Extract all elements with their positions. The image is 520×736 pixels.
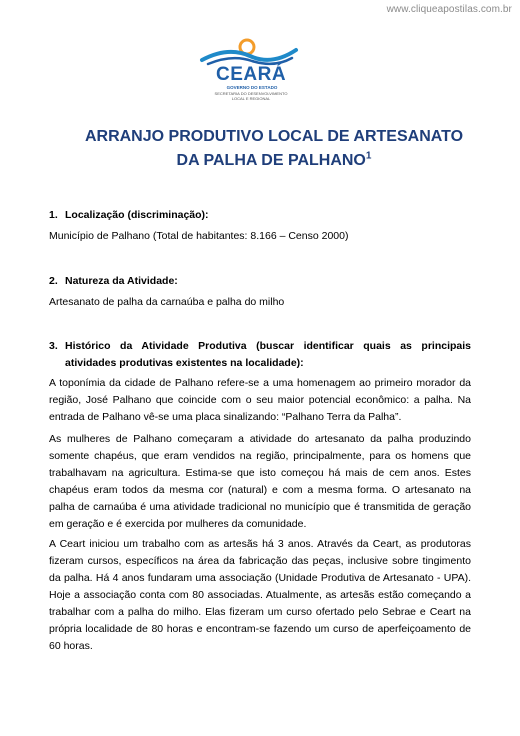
section-3-paragraph-2: As mulheres de Palhano começaram a atividade do artesanato da palha produzindo somente chapéus, que eram vendidos na região, principalmente, para os homens que trabalhavam na agricultura. Estima-se que isto começou há mais de cem anos. Estes chapéus eram todos da mesma cor (natural) e com a mesma forma. O artesanato na palha de carnaúba é uma atividade tradicional no município que é transmitida de geração em geração e é exercida por mulheres da comunidade. bbox=[49, 433, 471, 530]
logo-department bbox=[212, 92, 290, 101]
watermark: www.cliqueapostilas.com.br bbox=[386, 4, 512, 15]
section-3-title: Histórico da Atividade Produtiva (buscar identificar quais as principais atividades produtivas existentes na localidade): bbox=[65, 340, 471, 369]
footnote-mark: 1 bbox=[365, 150, 372, 162]
document-title-line1: ARRANJO PRODUTIVO LOCAL DE ARTESANATO bbox=[84, 128, 464, 145]
section-1-title: Localização (discriminação): bbox=[65, 209, 209, 221]
section-3-paragraph-3: A Ceart iniciou um trabalho com as artesãs há 3 anos. Através da Ceart, as produtoras fizeram cursos, específicos na área da fabricação das peças, inclusive sobre tingimento da palha. Há 4 anos fundaram uma associação (Unidade Produtiva de Artesanato - UPA). Hoje a associação conta com 80 associadas. Atualmente, as artesãs estão começando a trabalhar com a palha do milho. Elas fizeram um curso ofertado pelo Sebrae e Ceart na própria localidade de 80 horas e encontram-se fazendo um curso de aperfeiçoamento de 60 horas. bbox=[49, 538, 471, 652]
logo-department-line1: SECRETARIA DO DESENVOLVIMENTO bbox=[214, 91, 288, 96]
section-2-number: 2. bbox=[49, 275, 58, 287]
section-1-heading bbox=[49, 209, 209, 221]
logo-department-line2: LOCAL E REGIONAL bbox=[231, 95, 271, 101]
section-3-paragraph-1: A toponímia da cidade de Palhano refere-se a uma homenagem ao primeiro morador da região, José Palhano que coincide com o seu maior potencial econômico: a palha. Na entrada de Palhano vê-se uma placa sinalizando: “Palhano Terra da Palha”. bbox=[49, 377, 471, 423]
ceara-government-logo bbox=[198, 36, 300, 108]
section-2-title: Natureza da Atividade: bbox=[65, 275, 178, 287]
section-3-number: 3. bbox=[49, 340, 58, 352]
section-2-heading bbox=[49, 275, 178, 287]
section-1-paragraph: Município de Palhano (Total de habitantes: 8.166 – Censo 2000) bbox=[49, 230, 349, 242]
document-title-line2 bbox=[14, 152, 520, 170]
section-2-paragraph: Artesanato de palha da carnaúba e palha do milho bbox=[49, 296, 285, 308]
section-1-number: 1. bbox=[49, 209, 58, 221]
logo-tagline: GOVERNO DO ESTADO bbox=[226, 85, 278, 90]
logo-wordmark: CEARÁ bbox=[216, 64, 287, 85]
sun-wave-icon bbox=[198, 36, 300, 66]
section-3-heading bbox=[49, 338, 471, 372]
document-title-line2-text: DA PALHA DE PALHANO bbox=[176, 152, 366, 169]
